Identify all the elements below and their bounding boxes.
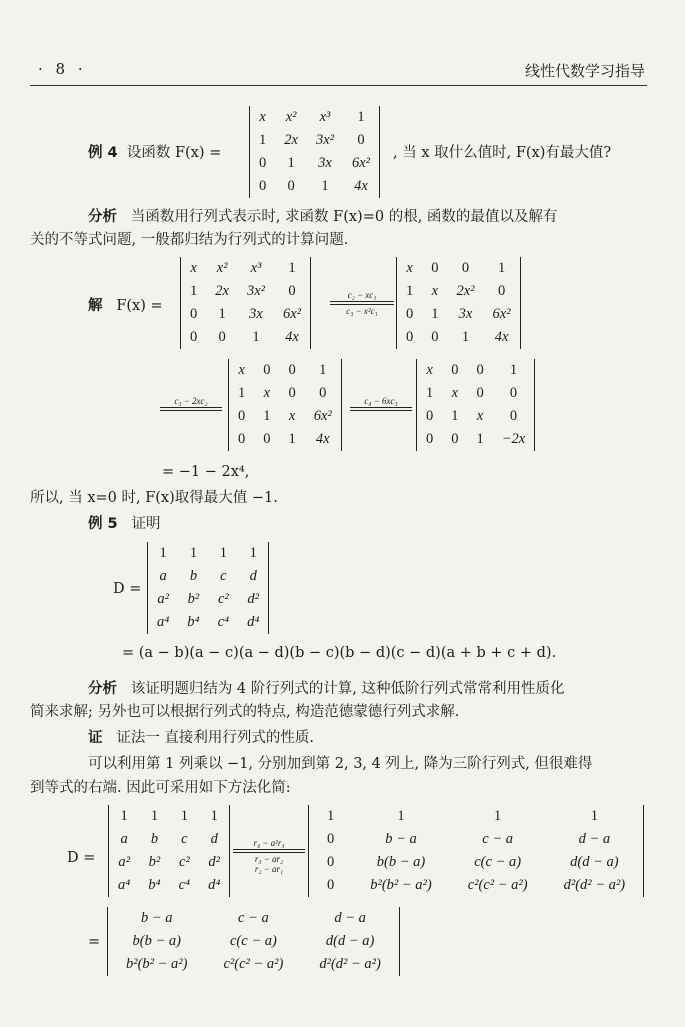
- ex5-line: [88, 514, 160, 534]
- matrix-entry: c: [181, 831, 188, 847]
- matrix-entry: 1: [219, 545, 227, 561]
- matrix-entry: 1: [426, 385, 434, 401]
- determinant-table: [147, 542, 269, 634]
- matrix-entry: 1: [150, 808, 159, 824]
- matrix-row: [250, 129, 380, 152]
- matrix-entry: 4x: [285, 329, 299, 345]
- matrix-entry: a: [159, 568, 167, 584]
- matrix-entry: 0: [190, 329, 198, 345]
- matrix-entry: d(d − a): [325, 933, 375, 949]
- matrix-entry: 1: [406, 283, 414, 299]
- matrix-entry: b(b − a): [132, 933, 181, 949]
- ex5-lhs: D =: [113, 581, 142, 597]
- matrix-row: [417, 405, 535, 428]
- matrix-entry: 0: [288, 385, 296, 401]
- matrix-entry: b: [150, 831, 159, 847]
- determinant-table: [228, 359, 342, 451]
- matrix-row: [148, 565, 269, 588]
- page-number: · 8 ·: [38, 60, 87, 78]
- matrix-entry: x: [476, 408, 484, 424]
- matrix-entry: 0: [238, 408, 246, 424]
- matrix-entry: 3x²: [315, 132, 334, 148]
- solution-det-2: [396, 257, 521, 349]
- analysis2-text1: 该证明题归结为 4 阶行列式的计算, 这种低阶行列式常常利用性质化: [130, 681, 565, 697]
- solution-det-1: [180, 257, 311, 349]
- proof-op-top: r₄ − a²r₃: [253, 838, 285, 848]
- matrix-entry: 0: [406, 329, 414, 345]
- matrix-entry: 1: [218, 306, 226, 322]
- ex4-line: [88, 143, 221, 163]
- matrix-entry: 0: [327, 877, 335, 893]
- matrix-row: [109, 851, 230, 874]
- matrix-entry: 1: [189, 545, 198, 561]
- matrix-entry: 2x²: [456, 283, 475, 299]
- matrix-entry: c⁴: [178, 877, 191, 893]
- ex4-label: 例 4: [88, 145, 118, 161]
- proof-op-b2: r₂ − ar₁: [254, 864, 284, 874]
- matrix-entry: x²: [285, 109, 297, 125]
- proof-label: 证: [88, 730, 103, 746]
- matrix-row: [397, 257, 521, 280]
- matrix-entry: 4x: [494, 329, 509, 345]
- solution-label: 解: [88, 298, 103, 314]
- matrix-row: [397, 280, 521, 303]
- matrix-row: [309, 874, 644, 897]
- matrix-entry: x²: [216, 260, 228, 276]
- matrix-entry: 1: [288, 431, 296, 447]
- analysis1-line2: 关的不等式问题, 一般都归结为行列式的计算问题.: [30, 232, 349, 248]
- matrix-entry: 1: [120, 808, 128, 824]
- matrix-entry: 0: [426, 431, 434, 447]
- analysis1-text1: 当函数用行列式表示时, 求函数 F(x)=0 的根, 函数的最值以及解有: [130, 209, 558, 225]
- matrix-entry: x: [426, 362, 433, 378]
- matrix-row: [229, 405, 342, 428]
- matrix-entry: x: [406, 260, 413, 276]
- matrix-entry: b²(b² − a²): [126, 956, 188, 972]
- matrix-entry: d²(d² − a²): [563, 877, 626, 893]
- matrix-entry: 0: [357, 132, 365, 148]
- determinant-table: [249, 106, 380, 198]
- matrix-row: [417, 359, 535, 382]
- matrix-entry: 0: [461, 260, 470, 276]
- matrix-entry: b²: [187, 591, 200, 607]
- matrix-entry: b⁴: [148, 877, 161, 893]
- matrix-row: [181, 280, 311, 303]
- solution-op-2: [160, 396, 222, 412]
- matrix-entry: 1: [190, 283, 198, 299]
- matrix-row: [229, 428, 342, 451]
- matrix-entry: d⁴: [247, 614, 260, 630]
- determinant-table: [396, 257, 521, 349]
- ex4-prefix: 设函数 F(x) =: [126, 145, 222, 161]
- matrix-entry: 0: [288, 283, 296, 299]
- matrix-entry: 0: [431, 329, 439, 345]
- analysis1-line1: [88, 207, 557, 227]
- matrix-row: [309, 828, 644, 851]
- matrix-entry: d⁴: [208, 877, 221, 893]
- matrix-entry: 0: [497, 283, 506, 299]
- matrix-row: [108, 953, 400, 976]
- matrix-entry: d − a: [578, 831, 611, 847]
- matrix-entry: 1: [249, 545, 257, 561]
- matrix-entry: 1: [476, 431, 484, 447]
- matrix-entry: d: [249, 568, 257, 584]
- solution-op-1: [330, 290, 394, 316]
- matrix-entry: 0: [327, 831, 335, 847]
- analysis2-label: 分析: [88, 681, 117, 697]
- matrix-entry: 1: [238, 385, 246, 401]
- proof-det-2: [308, 805, 644, 897]
- op2-bar: [160, 407, 222, 411]
- matrix-entry: x: [451, 385, 459, 401]
- matrix-entry: 2x: [215, 283, 229, 299]
- matrix-row: [229, 359, 342, 382]
- matrix-entry: a⁴: [157, 614, 170, 630]
- matrix-row: [109, 805, 230, 828]
- proof-op: [233, 838, 305, 874]
- matrix-entry: 1: [263, 408, 271, 424]
- matrix-entry: 1: [210, 808, 218, 824]
- proof-method: 证法一 直接利用行列式的性质.: [116, 730, 315, 746]
- matrix-row: [397, 326, 521, 349]
- matrix-row: [397, 303, 521, 326]
- matrix-row: [250, 175, 380, 198]
- matrix-entry: 3x²: [246, 283, 265, 299]
- matrix-entry: 1: [451, 408, 459, 424]
- matrix-entry: 0: [509, 408, 518, 424]
- matrix-entry: 0: [263, 362, 271, 378]
- matrix-entry: d − a: [334, 910, 366, 926]
- matrix-entry: 1: [461, 329, 470, 345]
- op3-top: c₄ − 6xc₃: [364, 396, 398, 406]
- matrix-entry: 1: [288, 260, 296, 276]
- matrix-row: [108, 907, 400, 930]
- ex5-determinant: [147, 542, 269, 634]
- matrix-entry: 0: [238, 431, 246, 447]
- determinant-table: [108, 805, 230, 897]
- proof-op-b1: r₃ − ar₂: [254, 854, 284, 864]
- matrix-entry: b − a: [385, 831, 417, 847]
- matrix-entry: b: [189, 568, 198, 584]
- matrix-entry: 1: [494, 808, 502, 824]
- matrix-entry: 1: [327, 808, 335, 824]
- matrix-entry: d²(d² − a²): [319, 956, 381, 972]
- matrix-entry: 0: [263, 431, 271, 447]
- proof-eq: =: [88, 934, 101, 950]
- op1-bottom: c₃ − x²c₁: [346, 306, 378, 316]
- matrix-entry: a²: [157, 591, 169, 607]
- matrix-entry: 1: [319, 362, 327, 378]
- solution-lhs-text: F(x) =: [116, 298, 163, 314]
- matrix-entry: 3x: [318, 155, 332, 171]
- proof-lhs: D =: [67, 850, 96, 866]
- matrix-entry: x: [238, 362, 245, 378]
- op1-bar: [330, 301, 394, 305]
- solution-det-4: [416, 359, 535, 451]
- matrix-entry: d²: [208, 854, 221, 870]
- matrix-entry: 4x: [354, 178, 368, 194]
- matrix-entry: 0: [259, 178, 267, 194]
- matrix-row: [181, 326, 311, 349]
- ex5-label: 例 5: [88, 516, 118, 532]
- matrix-entry: x: [259, 109, 266, 125]
- matrix-row: [109, 828, 230, 851]
- matrix-entry: x: [431, 283, 439, 299]
- matrix-entry: c: [220, 568, 227, 584]
- matrix-entry: 6x²: [351, 155, 371, 171]
- matrix-row: [181, 257, 311, 280]
- matrix-entry: d(d − a): [570, 854, 619, 870]
- analysis2-line2: 简来求解; 另外也可以根据行列式的特点, 构造范德蒙德行列式求解.: [30, 704, 460, 720]
- matrix-entry: 1: [431, 306, 439, 322]
- matrix-entry: a²: [118, 854, 130, 870]
- matrix-entry: 6x²: [313, 408, 332, 424]
- header-rule: [30, 85, 647, 86]
- proof-text2: 到等式的右端. 因此可采用如下方法化简:: [30, 780, 291, 796]
- matrix-entry: 1: [321, 178, 329, 194]
- matrix-entry: c²: [178, 854, 190, 870]
- matrix-entry: 0: [476, 385, 484, 401]
- solution-lhs: [88, 296, 163, 316]
- matrix-entry: b²: [148, 854, 161, 870]
- matrix-entry: b(b − a): [376, 854, 426, 870]
- matrix-entry: 1: [180, 808, 188, 824]
- matrix-entry: 3x: [458, 306, 473, 322]
- matrix-entry: b − a: [140, 910, 173, 926]
- ex4-question: , 当 x 取什么值时, F(x)有最大值?: [393, 145, 612, 161]
- proof-det-1: [108, 805, 230, 897]
- matrix-entry: 0: [190, 306, 198, 322]
- matrix-row: [417, 382, 535, 405]
- matrix-entry: 1: [590, 808, 598, 824]
- matrix-entry: 0: [476, 362, 484, 378]
- matrix-entry: c − a: [238, 910, 269, 926]
- matrix-row: [148, 542, 269, 565]
- matrix-entry: 1: [509, 362, 518, 378]
- matrix-entry: 0: [287, 178, 295, 194]
- matrix-entry: 6x²: [282, 306, 302, 322]
- matrix-entry: x³: [250, 260, 262, 276]
- matrix-entry: 0: [451, 431, 459, 447]
- determinant-table: [180, 257, 311, 349]
- matrix-entry: 3x: [249, 306, 263, 322]
- matrix-entry: 1: [287, 155, 295, 171]
- matrix-entry: 0: [509, 385, 518, 401]
- op1-top: c₂ − xc₁: [347, 290, 377, 300]
- matrix-entry: 0: [288, 362, 296, 378]
- analysis2-line1: [88, 679, 565, 699]
- matrix-entry: 0: [319, 385, 327, 401]
- matrix-entry: 0: [426, 408, 434, 424]
- matrix-entry: 1: [357, 109, 365, 125]
- op3-bar: [350, 407, 412, 411]
- proof-text1: 可以利用第 1 列乘以 −1, 分别加到第 2, 3, 4 列上, 降为三阶行列式, 但很难得: [88, 756, 593, 772]
- solution-op-3: [350, 396, 412, 412]
- solution-result: = −1 − 2x⁴,: [162, 464, 250, 480]
- matrix-entry: 0: [259, 155, 267, 171]
- matrix-row: [229, 382, 342, 405]
- matrix-entry: 0: [431, 260, 439, 276]
- matrix-row: [148, 588, 269, 611]
- op2-top: c₃ − 2xc₂: [174, 396, 208, 406]
- matrix-entry: 1: [497, 260, 506, 276]
- matrix-row: [109, 874, 230, 897]
- running-head: 线性代数学习指导: [524, 62, 645, 80]
- matrix-entry: c²: [217, 591, 229, 607]
- matrix-entry: 1: [252, 329, 260, 345]
- matrix-row: [148, 611, 269, 634]
- matrix-row: [250, 152, 380, 175]
- ex5-rhs: = (a − b)(a − c)(a − d)(b − c)(b − d)(c − d)(a + b + c + d).: [122, 645, 557, 661]
- ex4-determinant: [249, 106, 380, 198]
- matrix-entry: c²(c² − a²): [223, 956, 284, 972]
- matrix-entry: c⁴: [217, 614, 230, 630]
- matrix-entry: b⁴: [187, 614, 200, 630]
- determinant-table: [308, 805, 644, 897]
- matrix-row: [108, 930, 400, 953]
- matrix-entry: 2x: [284, 132, 298, 148]
- matrix-row: [309, 851, 644, 874]
- matrix-entry: x: [190, 260, 197, 276]
- matrix-row: [250, 106, 380, 129]
- matrix-entry: 0: [406, 306, 414, 322]
- matrix-entry: 1: [397, 808, 405, 824]
- matrix-entry: c − a: [482, 831, 514, 847]
- proof-op-bar: [233, 849, 305, 853]
- matrix-entry: c(c − a): [230, 933, 277, 949]
- matrix-entry: −2x: [501, 431, 526, 447]
- analysis1-label: 分析: [88, 209, 117, 225]
- matrix-entry: a⁴: [118, 877, 131, 893]
- matrix-entry: 0: [451, 362, 459, 378]
- matrix-entry: 4x: [315, 431, 330, 447]
- matrix-entry: c(c − a): [474, 854, 522, 870]
- matrix-entry: a: [120, 831, 128, 847]
- ex5-text: 证明: [131, 516, 161, 532]
- matrix-entry: d²: [247, 591, 260, 607]
- determinant-table: [107, 907, 400, 976]
- matrix-entry: 1: [159, 545, 167, 561]
- matrix-entry: x: [263, 385, 271, 401]
- matrix-row: [417, 428, 535, 451]
- matrix-row: [309, 805, 644, 828]
- matrix-entry: 1: [259, 132, 267, 148]
- matrix-entry: x: [288, 408, 296, 424]
- proof-det-3: [107, 907, 400, 976]
- proof-line: [88, 728, 314, 748]
- matrix-entry: c²(c² − a²): [467, 877, 528, 893]
- determinant-table: [416, 359, 535, 451]
- matrix-entry: x³: [319, 109, 331, 125]
- matrix-row: [181, 303, 311, 326]
- matrix-entry: d: [210, 831, 218, 847]
- solution-conclusion: 所以, 当 x=0 时, F(x)取得最大值 −1.: [30, 490, 278, 506]
- matrix-entry: b²(b² − a²): [370, 877, 432, 893]
- matrix-entry: 0: [218, 329, 226, 345]
- matrix-entry: 6x²: [492, 306, 511, 322]
- solution-det-3: [228, 359, 342, 451]
- matrix-entry: 0: [327, 854, 335, 870]
